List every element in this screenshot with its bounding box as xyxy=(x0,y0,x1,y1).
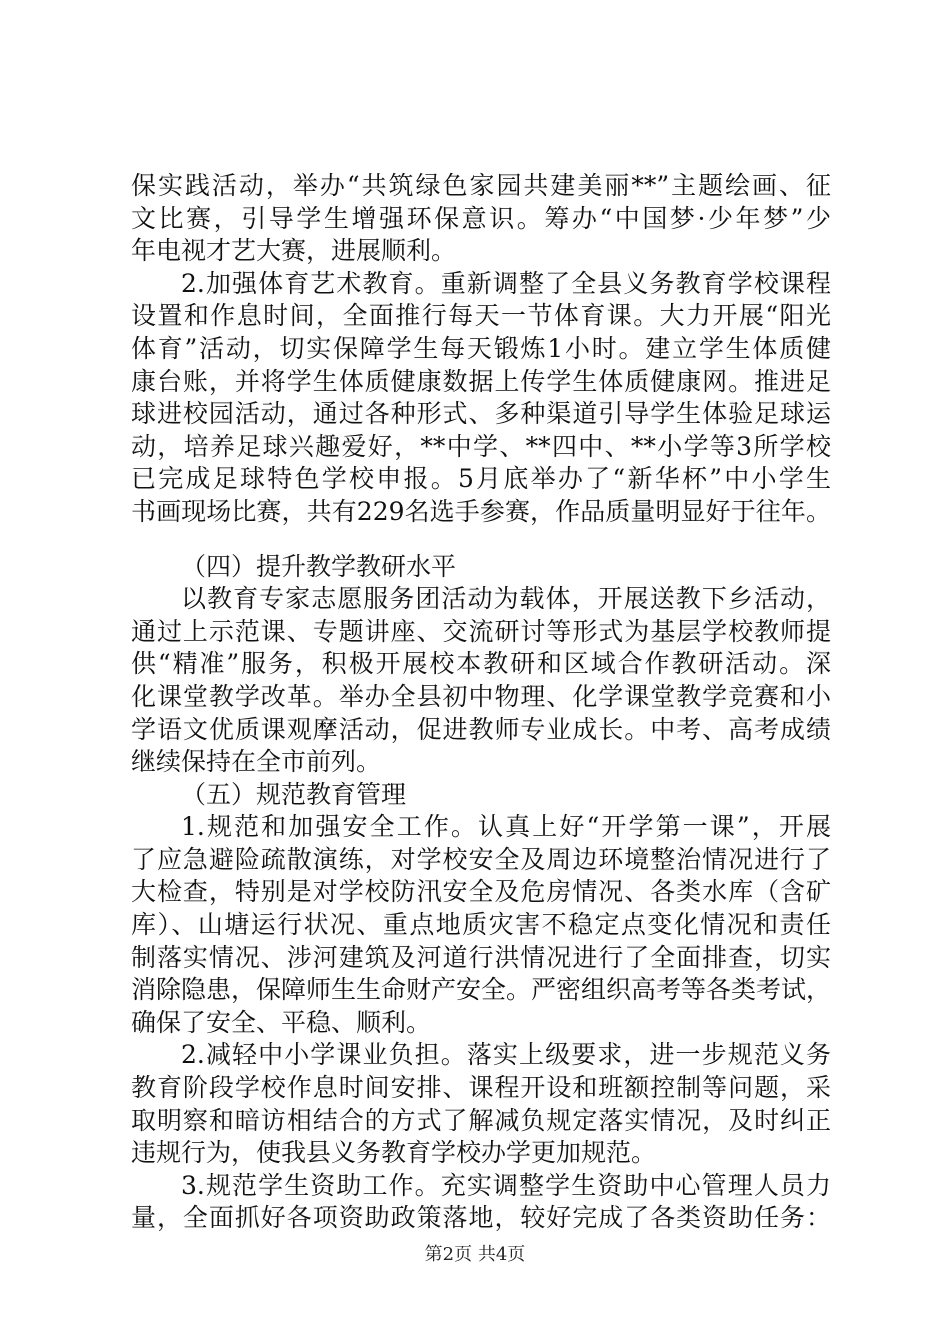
page-footer xyxy=(0,1243,950,1267)
text-line: 学语文优质课观摩活动，促进教师专业成长。中考、高考成绩 xyxy=(131,714,831,744)
text-line: 量，全面抓好各项资助政策落地，较好完成了各类资助任务： xyxy=(131,1203,831,1233)
document-body xyxy=(131,170,831,1235)
text-line: 取明察和暗访相结合的方式了解减负规定落实情况，及时纠正 xyxy=(131,1105,831,1135)
text-line: 保实践活动，举办“共筑绿色家园共建美丽**”主题绘画、征 xyxy=(131,171,831,200)
page-number-label: 第2页 共4页 xyxy=(424,1244,526,1265)
text-line: 体育”活动，切实保障学生每天锻炼1小时。建立学生体质健 xyxy=(131,333,831,363)
text-line: 教育阶段学校作息时间安排、课程开设和班额控制等问题，采 xyxy=(131,1073,831,1103)
text-line: 设置和作息时间，全面推行每天一节体育课。大力开展“阳光 xyxy=(131,301,831,331)
text-line: 书画现场比赛，共有229名选手参赛，作品质量明显好于往年。 xyxy=(131,496,831,526)
text-line: 文比赛，引导学生增强环保意识。筹办“中国梦·少年梦”少 xyxy=(131,203,831,233)
text-line: 了应急避险疏散演练，对学校安全及周边环境整治情况进行了 xyxy=(131,844,831,874)
section-heading: （五）规范教育管理 xyxy=(181,779,407,809)
text-line: 化课堂教学改革。举办全县初中物理、化学课堂教学竞赛和小 xyxy=(131,681,831,711)
paragraph-teaching-research xyxy=(131,583,831,779)
text-line: 3.规范学生资助工作。充实调整学生资助中心管理人员力 xyxy=(181,1170,831,1200)
paragraph-safety-work xyxy=(131,811,831,1039)
text-line: 康台账，并将学生体质健康数据上传学生体质健康网。推进足 xyxy=(131,366,831,396)
paragraph-student-aid xyxy=(131,1170,831,1235)
text-line: 2.减轻中小学课业负担。落实上级要求，进一步规范义务 xyxy=(181,1040,831,1070)
section-heading-teaching-research xyxy=(131,551,831,584)
paragraph-gap xyxy=(131,529,831,551)
text-line: 制落实情况、涉河建筑及河道行洪情况进行了全面排查，切实 xyxy=(131,942,831,972)
text-line: 已完成足球特色学校申报。5月底举办了“新华杯”中小学生 xyxy=(131,464,831,494)
text-line: 1.规范和加强安全工作。认真上好“开学第一课”，开展 xyxy=(181,812,831,842)
text-line: 年电视才艺大赛，进展顺利。 xyxy=(131,236,457,266)
text-line: 大检查，特别是对学校防汛安全及危房情况、各类水库（含矿 xyxy=(131,877,831,907)
text-line: 库）、山塘运行状况、重点地质灾害不稳定点变化情况和责任 xyxy=(131,910,831,940)
text-line: 以教育专家志愿服务团活动为载体，开展送教下乡活动， xyxy=(181,584,831,614)
text-line: 供“精准”服务，积极开展校本教研和区域合作教研活动。深 xyxy=(131,649,831,679)
text-line: 球进校园活动，通过各种形式、多种渠道引导学生体验足球运 xyxy=(131,399,831,429)
text-line: 违规行为，使我县义务教育学校办学更加规范。 xyxy=(131,1138,657,1168)
paragraph-environment-activities xyxy=(131,170,831,268)
section-heading: （四）提升教学教研水平 xyxy=(181,551,457,581)
text-line: 确保了安全、平稳、顺利。 xyxy=(131,1007,432,1037)
text-line: 继续保持在全市前列。 xyxy=(131,747,382,777)
text-line: 2.加强体育艺术教育。重新调整了全县义务教育学校课程 xyxy=(181,268,831,298)
text-line: 消除隐患，保障师生生命财产安全。严密组织高考等各类考试， xyxy=(131,975,832,1005)
section-heading-education-management xyxy=(131,779,831,812)
paragraph-reduce-burden xyxy=(131,1039,831,1169)
paragraph-sports-arts-education xyxy=(131,268,831,529)
text-line: 动，培养足球兴趣爱好，**中学、**四中、**小学等3所学校 xyxy=(131,431,831,461)
text-line: 通过上示范课、专题讲座、交流研讨等形式为基层学校教师提 xyxy=(131,616,831,646)
